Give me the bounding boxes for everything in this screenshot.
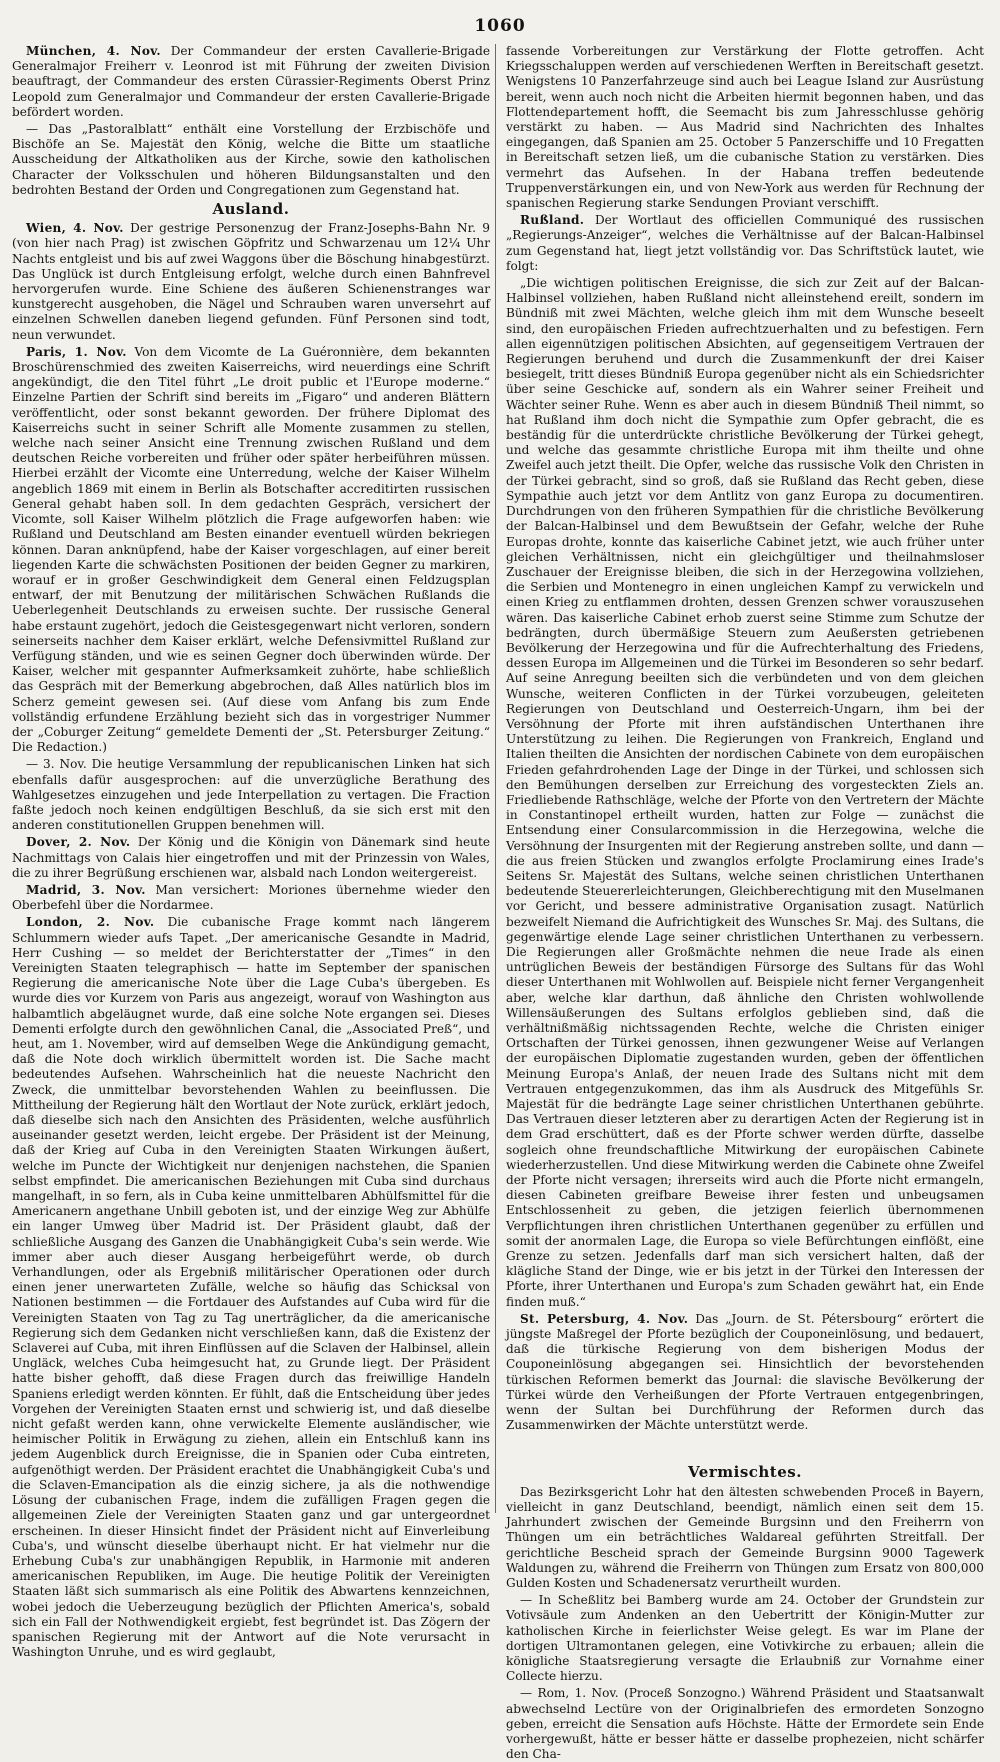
article-muenchen: München, 4. Nov. Der Commandeur der ersten Cavallerie-Brigade Generalmajor Freiherr v. Leonrod ist mit Führung der zweiten Division beauftragt, der Commandeur des ersten Cürassier-Regiments Oberst Prinz Leopold zum Generalmajor und Commandeur der ersten Cavallerie-Brigade befördert worden. [12, 44, 490, 119]
section-heading-ausland: Ausland. [212, 200, 290, 219]
article-petersburg: St. Petersburg, 4. Nov. Das „Journ. de St. Pétersbourg“ erörtert die jüngste Maßregel der Pforte bezüglich der Couponeinlösung, und bedauert, daß die türkische Regierung von dem bisherigen Modus der Couponeinlösung abgegangen sei. Hinsichtlich der bevorstehenden türkischen Reformen bemerkt das Journal: die slavische Bevölkerung der Türkei würde den Verheißungen der Pforte Vertrauen entgegenbringen, wenn der Sultan bei Durchführung der Reformen durch das Zusammenwirken der Mächte unterstützt werde. [506, 1311, 984, 1433]
dateline-muenchen: München, 4. Nov. [26, 44, 161, 58]
right-column [506, 44, 984, 1762]
article-russland-communique: „Die wichtigen politischen Ereignisse, die sich zur Zeit auf der Balcan-Halbinsel vollziehen, haben Rußland nicht alleinstehend ereilt, sondern im Bündniß mit zwei Mächten, welche gleich ihm mit dem Wunsche beseelt sind, den europäischen Frieden aufrechtzuerhalten und zu befestigen. Fern allen eigennützigen politischen Absichten, auf gegenseitigem Vertrauen der Regierungen beruhend und durch die Zusammenkunft der drei Kaiser besiegelt, tritt dieses Bündniß Europa gegenüber nicht als ein Schiedsrichter über seine Geschicke auf, sondern als ein Wahrer seiner Freiheit und Wächter seiner Ruhe. Wenn es aber auch in diesem Bündniß Theil nimmt, so hat Rußland ihm doch nicht die Sympathie zum Opfer gebracht, die es beständig für die unterdrückte christliche Bevölkerung der Türkei gehegt, und welche das gesammte christliche Europa mit ihm theilte und ohne Zweifel auch jetzt theilt. Die Opfer, welche das russische Volk den Christen in der Türkei gebracht, sind so groß, daß sie Rußland das Recht geben, diese Sympathie auch jetzt vor dem Antlitz von ganz Europa zu documentiren. Durchdrungen von den früheren Sympathien für die christliche Bevölkerung der Balcan-Halbinsel und dem Bewußtsein der Gefahr, welche der Ruhe Europas drohte, konnte das kaiserliche Cabinet jetzt, wie auch früher unter gleichen Verhältnissen, nicht ein gleichgültiger und theilnahmsloser Zuschauer der Ereignisse bleiben, die sich in der Herzegowina vollziehen, die Serbien und Montenegro in einen ungleichen Kampf zu verwickeln und einen Krieg zu entflammen drohten, dessen Grenzen schwer vorauszusehen wären. Das kaiserliche Cabinet erhob zuerst seine Stimme zum Schutze der bedrängten, durch übermäßige Steuern zum Aeußersten getriebenen Bevölkerung der Herzegowina und für die Aufrechterhaltung des Friedens, dessen Europa im Allgemeinen und die Türkei im Besonderen so sehr bedarf. Auf seine Anregung beeilten sich die verbündeten und von dem gleichen Wunsche, weiteren Conflicten in der Türkei vorzubeugen, geleiteten Regierungen von Deutschland und Oesterreich-Ungarn, ihm bei der Versöhnung der Pforte mit ihren aufständischen Unterthanen ihre Unterstützung zu leihen. Die Regierungen von Frankreich, England und Italien theilten die Ansichten der nordischen Cabinete von dem europäischen Frieden gefahrdrohenden Lage der Dinge in der Türkei, und schlossen sich den Bemühungen derselben zur Erreichung des vorgesteckten Ziels an. Friedliebende Rathschläge, welche der Pforte von den Vertretern der Mächte in Constantinopel ertheilt wurden, hatten zur Folge — zunächst die Entsendung einer Consularcommission in die Herzegowina, welche die Versöhnung der Insurgenten mit der Regierung anstreben sollte, und dann — die aus freien Stücken und zwanglos erfolgte Proclamirung eines Irade's Seitens Sr. Majestät des Sultans, welche seinen christlichen Unterthanen bedeutende Steuererleichterungen, Gleichberechtigung mit den Muselmanen vor Gericht, und bessere administrative Organisation zusagt. Natürlich bezweifelt Niemand die Aufrichtigkeit des Wunsches Sr. Maj. des Sultans, die gegenwärtige elende Lage seiner christlichen Unterthanen zu verbessern. Die Regierungen aller Großmächte nehmen die neue Irade als einen untrüglichen Beweis der beständigen Fürsorge des Sultans für das Wohl dieser Unterthanen mit Wohlwollen auf. Beispiele nicht ferner Vergangenheit aber, welche klar darthun, daß ähnliche den Christen wohlwollende Willensäußerungen des Sultans erfolglos geblieben sind, daß die verhältnißmäßig nichtssagenden Rechte, welche die Christen einiger Ortschaften der Türkei genossen, ihnen gezwungener Weise auf Verlangen der europäischen Diplomatie zugestanden wurden, geben der öffentlichen Meinung Europa's Anlaß, der neuen Irade des Sultans nicht mit dem Vertrauen entgegenzukommen, das ihm als Ausdruck des Mitgefühls Sr. Majestät für die bedrängte Lage seiner christlichen Unterthanen gebührte. Das Vertrauen dieser letzteren aber zu derartigen Acten der Regierung ist in dem Grad erschüttert, daß es der Pforte schwer werden dürfte, dasselbe sogleich ohne freundschaftliche Mitwirkung der europäischen Cabinete wiederherzustellen. Und diese Mitwirkung werden die Cabinete ohne Zweifel der Pforte nicht versagen; ihrerseits wird auch die Pforte nicht ermangeln, diesen Cabineten greifbare Beweise ihrer festen und unbeugsamen Entschlossenheit zu geben, die jetzigen feierlich übernommenen Verpflichtungen ihren christlichen Unterthanen gegenüber zu erfüllen und somit der anormalen Lage, die Europa so viele Befürchtungen einflößt, eine Grenze zu setzen. Jedenfalls darf man sich versichert halten, daß der klägliche Stand der Dinge, wie er bis jetzt in der Türkei den Interessen der Pforte, ihrer Unterthanen und Europa's zum Schaden gewährt hat, ein Ende finden muß.“ [506, 276, 984, 1309]
dateline-paris: Paris, 1. Nov. [26, 344, 127, 359]
article-london-continued: fassende Vorbereitungen zur Verstärkung der Flotte getroffen. Acht Kriegsschaluppen werden auf verschiedenen Werften in Bereitschaft gesetzt. Wenigstens 10 Panzerfahrzeuge sind auch bei League Island zur Ausrüstung bereit, wenn auch noch nicht die Arbeiten hiermit begonnen haben, und das Flottendepartement hofft, die Seemacht bis zum Jahresschlusse gehörig verstärkt zu haben. — Aus Madrid sind Nachrichten des Inhaltes eingegangen, daß Spanien am 25. October 5 Panzerschiffe und 10 Fregatten in Bereitschaft setzen ließ, um die cubanische Station zu verstärken. Dies vermehrt das Aufsehen. In der Habana treffen bedeutende Truppenverstärkungen ein, und von New-York aus werden für Rechnung der spanischen Regierung starke Sendungen Proviant verschifft. [506, 44, 984, 211]
article-madrid: Madrid, 3. Nov. Man versichert: Moriones übernehme wieder den Oberbefehl über die Nordarmee. [12, 882, 490, 913]
section-spacer [506, 1435, 984, 1461]
article-paris-3: — 3. Nov. Die heutige Versammlung der republicanischen Linken hat sich ebenfalls dafür ausgesprochen: auf die unverzügliche Berathung des Wahlgesetzes einzugehen und jede Interpellation zu vertagen. Die Fraction faßte jedoch noch keinen endgültigen Beschluß, da sie sich erst mit den anderen constitutionellen Gruppen benehmen will. [12, 757, 490, 833]
article-schesslitz: — In Scheßlitz bei Bamberg wurde am 24. October der Grundstein zur Votivsäule zum Andenken an den Uebertritt der Königin-Mutter zur katholischen Kirche in feierlichster Weise gelegt. Es war im Plane der dortigen Ultramontanen gelegen, eine Votivkirche zu erbauen; allein die königliche Staatsregierung versagte die Erlaubniß zur Vornahme einer Collecte hierzu. [506, 1593, 984, 1684]
dateline-wien: Wien, 4. Nov. [26, 221, 124, 236]
article-paris-1: Paris, 1. Nov. Von dem Vicomte de La Guéronnière, dem bekannten Broschürenschmied des zweiten Kaiserreichs, wird neuerdings eine Schrift angekündigt, die den Titel führt „Le droit public et l'Europe moderne.“ Einzelne Partien der Schrift sind bereits im „Figaro“ und anderen Blättern veröffentlicht, oder sonst bekannt geworden. Der frühere Diplomat des Kaiserreichs sucht in seiner Schrift alle Momente zusammen zu stellen, welche nach seiner Ansicht eine Trennung zwischen Rußland und dem deutschen Reiche vorbereiten und früher oder später herbeiführen müssen. Hierbei erzählt der Vicomte eine Unterredung, welche der Kaiser Wilhelm angeblich 1869 mit einem in Berlin als Botschafter accreditirten russischen General gehabt haben soll. In dem gedachten Gespräch, versichert der Vicomte, soll Kaiser Wilhelm plötzlich die Frage aufgeworfen haben: wie Rußland und Deutschland am Besten einander eventuell würden bekriegen können. Daran anknüpfend, habe der Kaiser vorgeschlagen, auf einer bereit liegenden Karte die schwächsten Positionen der beiden Gegner zu markiren, worauf er in großer Geschwindigkeit dem General einen Feldzugsplan entwarf, der mit Benutzung der militärischen Schwächen Rußlands die Ueberlegenheit Deutschlands zu erweisen suchte. Der russische General habe erstaunt zugehört, jedoch die Geistesgegenwart nicht verloren, sondern seinerseits nachher dem Kaiser erklärt, welche Defensivmittel Rußland zur Verfügung ständen, und wie es seinen Gegner doch überwinden würde. Der Kaiser, welcher mit gespannter Aufmerksamkeit zuhörte, habe schließlich das Gespräch mit der Bemerkung abgebrochen, daß Alles natürlich blos im Scherz gemeint gewesen sei. (Auf diese vom Anfang bis zum Ende vollständig erfundene Erzählung bezieht sich das in vorgestriger Nummer der „Coburger Zeitung“ gemeldete Dementi der „St. Petersburger Zeitung.“ Die Redaction.) [12, 344, 490, 755]
article-russland: Rußland. Der Wortlaut des officiellen Communiqué des russischen „Regierungs-Anzeiger“, welches die Verhältnisse auf der Balcan-Halbinsel zum Gegenstand hat, liegt jetzt vollständig vor. Das Schriftstück lautet, wie folgt: [506, 213, 984, 273]
dateline-dover: Dover, 2. Nov. [26, 835, 131, 850]
article-wien: Wien, 4. Nov. Der gestrige Personenzug der Franz-Josephs-Bahn Nr. 9 (von hier nach Prag) ist zwischen Göpfritz und Schwarzenau um 12¼ Uhr Nachts entgleist und bis auf zwei Waggons über die Böschung hinabgestürzt. Das Unglück ist durch Entgleisung erfolgt, welche durch einen Bahnfrevel hervorgerufen wurde. Eine Schiene des äußeren Schienenstranges war kunstgerecht ausgehoben, die Nägel und Schrauben waren unversehrt auf einzelnen Schwellen daneben liegend gefunden. Fünf Personen sind todt, neun verwundet. [12, 221, 490, 342]
article-lohr: Das Bezirksgericht Lohr hat den ältesten schwebenden Proceß in Bayern, vielleicht in ganz Deutschland, beendigt, nämlich einen seit dem 15. Jahrhundert zwischen der Gemeinde Burgsinn und den Freiherrn von Thüngen um ein beträchtliches Waldareal geführten Streitfall. Der gerichtliche Bescheid sprach der Gemeinde Burgsinn 9000 Tagewerk Waldungen zu, während die Freiherrn von Thüngen zum Ersatz von 800,000 Gulden Kosten und Schadenersatz verurtheilt wurden. [506, 1484, 984, 1590]
dateline-petersburg: St. Petersburg, 4. Nov. [520, 1311, 689, 1326]
dateline-madrid: Madrid, 3. Nov. [26, 882, 146, 897]
column-divider [495, 44, 496, 1513]
section-heading-vermischtes: Vermischtes. [688, 1463, 802, 1482]
dateline-russland: Rußland. [520, 213, 585, 228]
article-rom: — Rom, 1. Nov. (Proceß Sonzogno.) Während Präsident und Staatsanwalt abwechselnd Lectüre von der Originalbriefen des ermordeten Sonzogno geben, erreicht die Sensation aufs Höchste. Hätte der Ermordete sein Ende vorhergewußt, hätte er besser hätte er dasselbe prophezeien, nicht schärfer den Cha- [506, 1686, 984, 1762]
dateline-london: London, 2. Nov. [26, 915, 155, 930]
article-pastoralblatt: — Das „Pastoralblatt“ enthält eine Vorstellung der Erzbischöfe und Bischöfe an Se. Majestät den König, welche die Bitte um staatliche Ausscheidung der Altkatholiken aus der Kirche, sowie den katholischen Character der Volksschulen und höheren Bildungsanstalten und den bedrohten Bestand der Orden und Congregationen zum Gegenstand hat. [12, 122, 490, 197]
article-london: London, 2. Nov. Die cubanische Frage kommt nach längerem Schlummern wieder aufs Tapet. „Der americanische Gesandte in Madrid, Herr Cushing — so meldet der Berichterstatter der „Times“ in den Vereinigten Staaten telegraphisch — hatte im September der spanischen Regierung die americanische Note über die Lage Cuba's übergeben. Es wurde dies vor Kurzem von Paris aus angezeigt, worauf von Washington aus halbamtlich abgeläugnet wurde, daß eine solche Note ergangen sei. Dieses Dementi erfolgte durch den gewöhnlichen Canal, die „Associated Preß“, und heut, am 1. November, wird auf demselben Wege die Ankündigung gemacht, daß die Note doch wirklich übermittelt worden ist. Die Sache macht bedeutendes Aufsehen. Wahrscheinlich hat die neueste Nachricht den Zweck, die unmittelbar bevorstehenden Wahlen zu beeinflussen. Die Mittheilung der Regierung hält den Wortlaut der Note zurück, erklärt jedoch, daß dieselbe sich nach den Ansichten des Präsidenten, welche ausführlich auseinander gesetzt werden, leicht ergebe. Der Präsident ist der Meinung, daß der Krieg auf Cuba in den Vereinigten Staaten Wirkungen äußert, welche im Puncte der Wichtigkeit nur denjenigen nachstehen, die Spanien selbst empfindet. Die americanischen Beziehungen mit Cuba sind durchaus mangelhaft, in so fern, als in Cuba keine unmittelbaren Abhülfsmittel für die Americanern angethane Unbill geboten ist, und der einzige Weg zur Abhülfe ein langer Umweg über Madrid ist. Der Präsident glaubt, daß der schließliche Ausgang des Ganzen die Unabhängigkeit Cuba's sein werde. Wie immer aber auch dieser Ausgang herbeigeführt werde, ob durch Verhandlungen, oder als Ergebniß militärischer Operationen oder durch einen jener unerwarteten Zufälle, welche so häufig das Schicksal von Nationen bestimmen — die Fortdauer des Aufstandes auf Cuba wird für die Vereinigten Staaten von Tag zu Tag unerträglicher, da die americanische Regierung sich dem Gedanken nicht verschließen kann, daß die Existenz der Sclaverei auf Cuba, mit ihren Einflüssen auf die Sclaven der Halbinsel, allein Ungläck, welches Cuba heimgesucht hat, zu Grunde liegt. Der Präsident hatte bisher gehofft, daß diese Fragen durch das freiwillige Handeln Spaniens erledigt werden könnten. Er fühlt, daß die Entscheidung über jedes Vorgehen der Vereinigten Staaten ernst und schwierig ist, und daß dieselbe nicht gefaßt werden kann, ohne verwickelte Elemente ausländischer, wie heimischer Politik in Erwägung zu ziehen, allein ein Entschluß kann ins jedem Augenblick durch Ereignisse, die in Spanien oder Cuba eintreten, aufgenöthigt werden. Der Präsident erachtet die Unabhängigkeit Cuba's und die Sclaven-Emancipation als die einzig sichere, ja als die nothwendige Lösung der cubanischen Frage, indem die zufälligen Fragen gegen die allgemeinen Ziele der Vereinigten Staaten ganz und gar untergeordnet erscheinen. In dieser Hinsicht findet der Präsident nicht auf Einverleibung Cuba's, und wünscht dieselbe überhaupt nicht. Er hat vielmehr nur die Erhebung Cuba's zur unabhängigen Republik, in Harmonie mit anderen americanischen Republiken, im Auge. Die heutige Politik der Vereinigten Staaten läßt sich summarisch als eine Politik des Abwartens kennzeichnen, wobei jedoch die Ueberzeugung bezüglich der Pflichten America's, sobald sich ein Fall der Nothwendigkeit ergiebt, fest begründet ist. Das Zögern der spanischen Regierung mit der Antwort auf die Note verursacht in Washington Unruhe, und es wird geglaubt, [12, 915, 490, 1660]
article-dover: Dover, 2. Nov. Der König und die Königin von Dänemark sind heute Nachmittags von Calais hier eingetroffen und mit der Prinzessin von Wales, die zu ihrer Begrüßung erschienen war, alsbald nach London weitergereist. [12, 835, 490, 880]
left-column [12, 44, 490, 1660]
page-number: 1060 [474, 16, 526, 36]
